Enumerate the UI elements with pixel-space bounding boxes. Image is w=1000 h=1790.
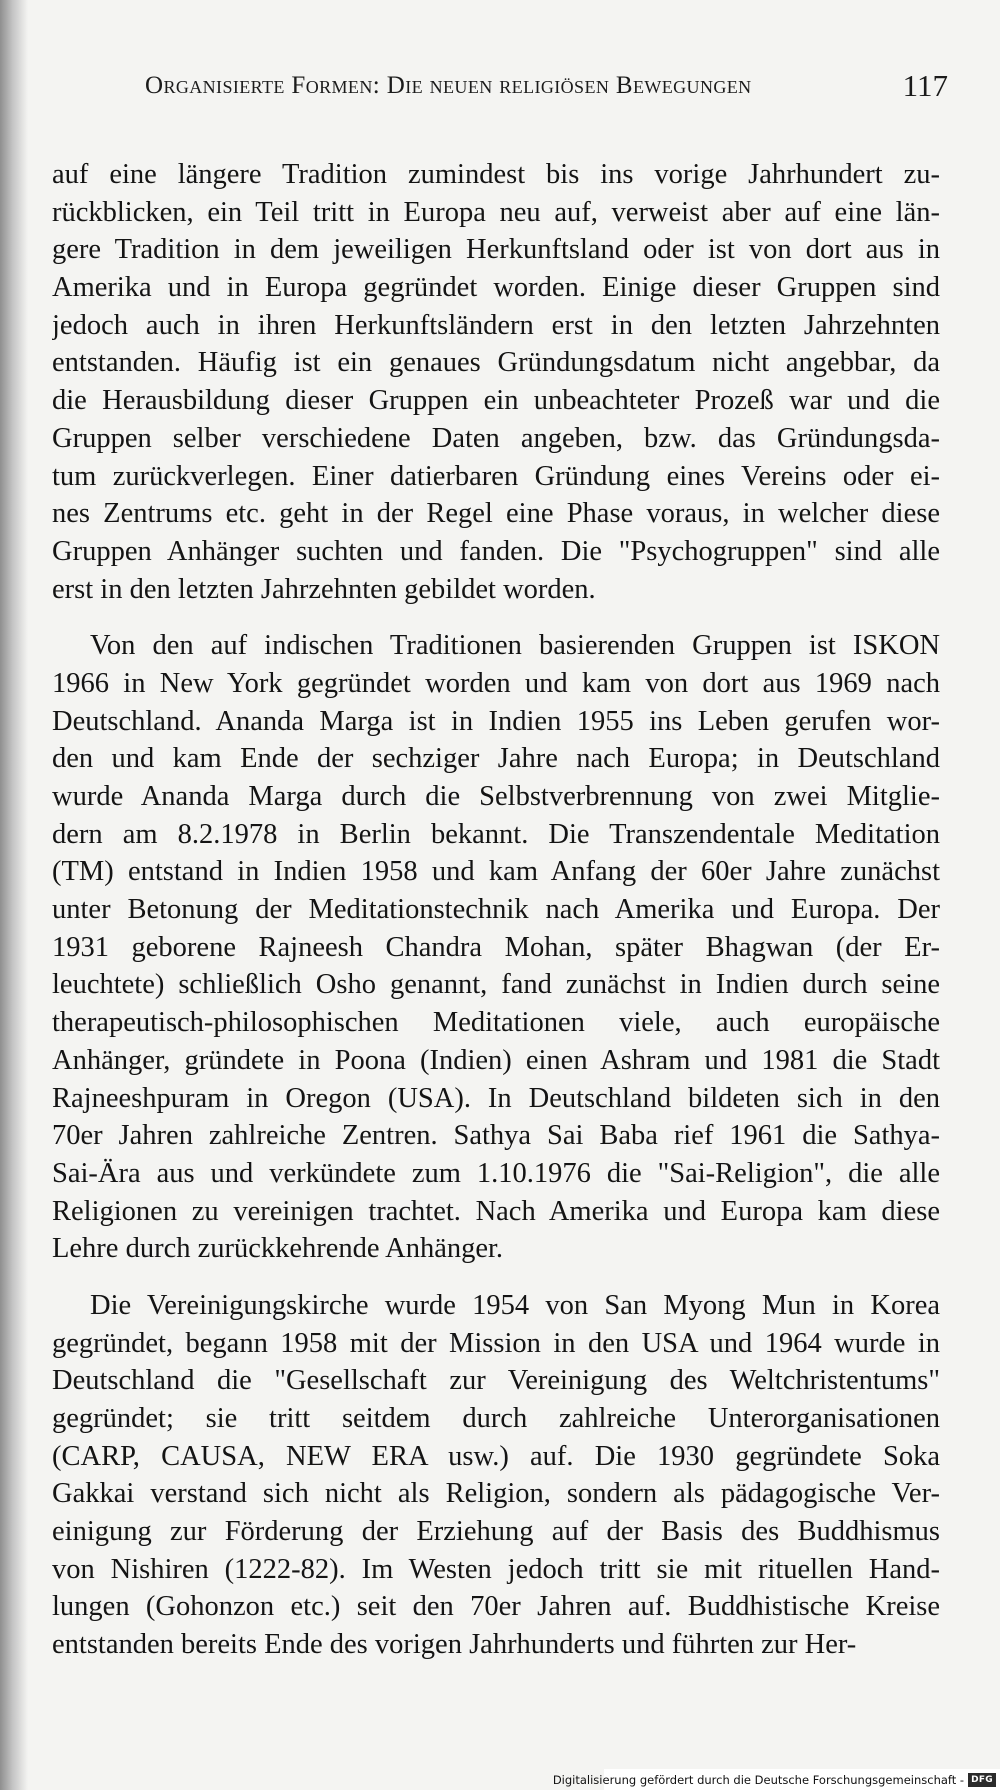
running-title-part2: Die neuen religiösen Bewegungen [386,72,752,99]
text-line: lungen (Gohonzon etc.) seit den 70er Jahren auf. Buddhistische Kreise [52,1591,940,1623]
body-text [52,156,940,1664]
text-line: Die Vereinigungskirche wurde 1954 von San Myong Mun in Korea [90,1289,940,1321]
text-line: gegründet; sie tritt seitdem durch zahlreiche Unterorganisationen [52,1403,940,1434]
text-line: entstanden bereits Ende des vorigen Jahrhunderts und führten zur Her- [52,1629,857,1661]
paragraph-1 [52,156,940,608]
text-line: Religionen zu vereinigen trachtet. Nach Amerika und Europa kam diese [52,1195,940,1227]
text-line: Rajneeshpuram in Oregon (USA). In Deutschland bildeten sich in den [52,1082,940,1114]
text-line: 1931 geborene Rajneesh Chandra Mohan, später Bhagwan (der Er- [52,931,940,963]
digitization-credit [552,1769,1000,1790]
text-line: von Nishiren (1222-82). Im Westen jedoch tritt sie mit rituellen Hand- [52,1553,940,1585]
paragraph-2 [52,627,940,1268]
running-title-separator: : [372,72,387,99]
text-line: entstanden. Häufig ist ein genaues Gründungsdatum nicht angebbar, da [52,347,940,379]
text-line: (TM) entstand in Indien 1958 und kam Anfang der 60er Jahre zunächst [52,856,940,888]
text-line: leuchtete) schließlich Osho genannt, fand zunächst in Indien durch seine [52,969,940,1001]
text-line: Gruppen selber verschiedene Daten angeben, bzw. das Gründungsda- [52,422,940,454]
text-line: Von den auf indischen Traditionen basierenden Gruppen ist ISKON [90,630,940,662]
running-title-part1: Organisierte Formen [145,72,373,99]
text-line: Deutschland. Ananda Marga ist in Indien 1955 ins Leben gerufen wor- [52,705,940,737]
text-line: Lehre durch zurückkehrende Anhänger. [52,1233,504,1265]
page-number: 117 [902,68,948,103]
text-line: wurde Ananda Marga durch die Selbstverbrennung von zwei Mitglie- [52,781,940,812]
text-line: Gakkai verstand sich nicht als Religion, sondern als pädagogische Ver- [52,1478,940,1510]
digitization-credit-text: Digitalisierung gefördert durch die Deutsche Forschungsgemeinschaft - [552,1772,965,1787]
text-line: therapeutisch-philosophischen Meditationen viele, auch europäische [52,1007,940,1039]
text-line: gere Tradition in dem jeweiligen Herkunftsland oder ist von dort aus in [52,234,940,266]
text-line: den und kam Ende der sechziger Jahre nach Europa; in Deutschland [52,743,940,775]
text-line: nes Zentrums etc. geht in der Regel eine Phase voraus, in welcher diese [52,498,940,530]
text-line: erst in den letzten Jahrzehnten gebildet worden. [52,573,596,605]
text-line: tum zurückverlegen. Einer datierbaren Gründung eines Vereins oder ei- [52,460,940,492]
text-line: 70er Jahren zahlreiche Zentren. Sathya Sai Baba rief 1961 die Sathya- [52,1120,940,1152]
text-line: die Herausbildung dieser Gruppen ein unbeachteter Prozeß war und die [52,385,940,417]
text-line: gegründet, begann 1958 mit der Mission in den USA und 1964 wurde in [52,1327,940,1359]
book-gutter-shadow [0,0,28,1790]
text-line: rückblicken, ein Teil tritt in Europa neu auf, verweist aber auf eine län- [52,196,940,228]
text-line: einigung zur Förderung der Erziehung auf der Basis des Buddhismus [52,1516,940,1548]
dfg-logo-icon: DFG [968,1773,996,1787]
text-line: unter Betonung der Meditationstechnik nach Amerika und Europa. Der [52,894,940,926]
text-line: 1966 in New York gegründet worden und kam von dort aus 1969 nach [52,667,940,699]
text-line: Anhänger, gründete in Poona (Indien) einen Ashram und 1981 die Stadt [52,1044,940,1076]
text-line: (CARP, CAUSA, NEW ERA usw.) auf. Die 1930 gegründete Soka [52,1440,940,1472]
text-line: auf eine längere Tradition zumindest bis ins vorige Jahrhundert zu- [52,159,940,190]
text-line: Deutschland die "Gesellschaft zur Vereinigung des Weltchristentums" [52,1365,940,1397]
text-line: Gruppen Anhänger suchten und fanden. Die "Psychogruppen" sind alle [52,535,940,567]
text-line: Amerika und in Europa gegründet worden. Einige dieser Gruppen sind [52,272,940,304]
text-line: dern am 8.2.1978 in Berlin bekannt. Die Transzendentale Meditation [52,818,940,850]
running-head [145,72,845,112]
text-line: Sai-Ära aus und verkündete zum 1.10.1976 die "Sai-Religion", die alle [52,1157,940,1189]
paragraph-3 [52,1287,940,1664]
text-line: jedoch auch in ihren Herkunftsländern erst in den letzten Jahrzehnten [52,309,940,341]
